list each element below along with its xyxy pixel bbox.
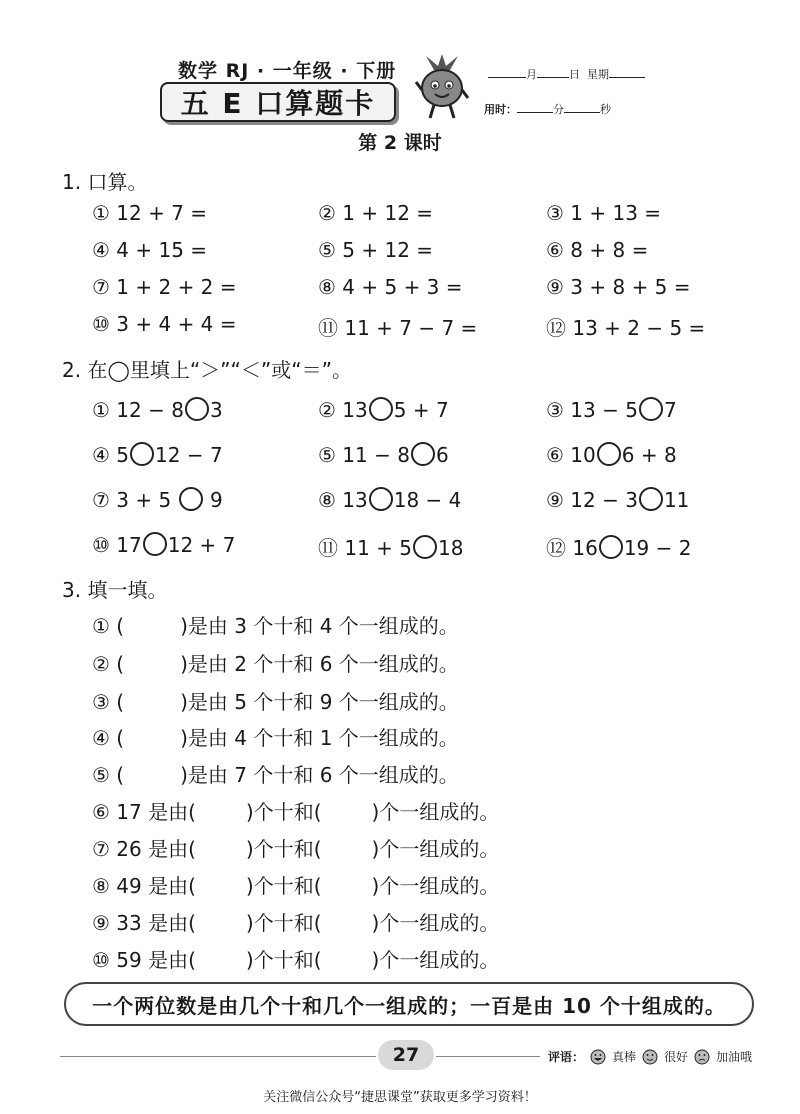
fill-item: ⑨ 33 是由( )个十和( )个一组成的。 — [92, 911, 500, 935]
compare-item: ⑪ 11 + 5 18 — [318, 536, 464, 560]
calc-item[interactable]: ⑪ 11 + 7 − 7 = — [318, 316, 478, 340]
calc-item[interactable]: ⑧ 4 + 5 + 3 = — [318, 275, 463, 299]
compare-circle[interactable] — [413, 535, 437, 559]
compare-circle[interactable] — [599, 535, 623, 559]
compare-item: ⑩ 17 12 + 7 — [92, 533, 236, 557]
compare-item: ⑦ 3 + 5 9 — [92, 488, 223, 512]
great-face-icon[interactable] — [590, 1049, 606, 1065]
rating-good: 很好 — [664, 1050, 689, 1064]
calc-item[interactable]: ③ 1 + 13 = — [546, 201, 662, 225]
compare-row — [0, 442, 800, 474]
compare-circle[interactable] — [369, 487, 393, 511]
good-face-icon[interactable] — [642, 1049, 658, 1065]
compare-circle[interactable] — [143, 532, 167, 556]
section1-heading: 1. 口算。 — [62, 170, 148, 194]
compare-item: ③ 13 − 5 7 — [546, 398, 677, 422]
compare-item: ② 13 5 + 7 — [318, 398, 449, 422]
calc-item[interactable]: ⑤ 5 + 12 = — [318, 238, 434, 262]
fill-item: ④ ( )是由 4 个十和 1 个一组成的。 — [92, 726, 459, 750]
calc-item[interactable]: ⑩ 3 + 4 + 4 = — [92, 312, 237, 336]
compare-circle[interactable] — [130, 442, 154, 466]
lesson-title: 第 2 课时 — [358, 132, 442, 154]
footer-divider — [60, 1056, 376, 1057]
section2-heading: 2. 在◯里填上“＞”“＜”或“＝”。 — [62, 358, 352, 382]
keep-going-face-icon[interactable] — [694, 1049, 710, 1065]
compare-circle[interactable] — [369, 397, 393, 421]
fill-item: ② ( )是由 2 个十和 6 个一组成的。 — [92, 652, 459, 676]
rating-label: 评语： — [548, 1050, 585, 1064]
compare-item: ⑤ 11 − 8 6 — [318, 443, 449, 467]
section3-heading: 3. 填一填。 — [62, 578, 168, 602]
week-label: 星期 — [587, 68, 609, 81]
calc-item[interactable]: ⑨ 3 + 8 + 5 = — [546, 275, 691, 299]
calc-item[interactable]: ⑥ 8 + 8 = — [546, 238, 649, 262]
calc-item[interactable]: ④ 4 + 15 = — [92, 238, 208, 262]
time-label: 用时： — [484, 103, 517, 116]
date-field[interactable] — [488, 66, 645, 82]
calc-item[interactable]: ② 1 + 12 = — [318, 201, 434, 225]
fill-item: ⑦ 26 是由( )个十和( )个一组成的。 — [92, 837, 500, 861]
subject-line: 数学 RJ · 一年级 · 下册 — [178, 60, 397, 82]
calc-item[interactable]: ⑦ 1 + 2 + 2 = — [92, 275, 237, 299]
compare-item: ⑫ 16 19 − 2 — [546, 536, 692, 560]
fill-item: ⑤ ( )是由 7 个十和 6 个一组成的。 — [92, 763, 459, 787]
fill-item: ⑧ 49 是由( )个十和( )个一组成的。 — [92, 874, 500, 898]
calc-row — [0, 275, 800, 307]
compare-circle[interactable] — [411, 442, 435, 466]
compare-row — [0, 487, 800, 519]
page-number: 27 — [378, 1040, 434, 1070]
fill-item: ③ ( )是由 5 个十和 9 个一组成的。 — [92, 690, 459, 714]
fill-item: ① ( )是由 3 个十和 4 个一组成的。 — [92, 614, 459, 638]
month-label: 月 — [526, 68, 537, 81]
calc-row — [0, 201, 800, 233]
second-label: 秒 — [600, 103, 611, 116]
compare-item: ① 12 − 8 3 — [92, 398, 223, 422]
rating-bar — [548, 1048, 752, 1065]
compare-item: ⑨ 12 − 3 11 — [546, 488, 690, 512]
rating-keep-going: 加油哦 — [716, 1050, 753, 1064]
compare-row — [0, 397, 800, 429]
compare-circle[interactable] — [639, 487, 663, 511]
rating-great: 真棒 — [612, 1050, 637, 1064]
compare-item: ④ 5 12 − 7 — [92, 443, 223, 467]
footer-divider — [436, 1056, 540, 1057]
compare-circle[interactable] — [179, 487, 203, 511]
calc-row — [0, 312, 800, 344]
summary-box: 一个两位数是由几个十和几个一组成的；一百是由 10 个十组成的。 — [64, 982, 754, 1026]
footer-note: 关注微信公众号“捷思课堂”获取更多学习资料！ — [263, 1090, 537, 1105]
calc-item[interactable]: ⑫ 13 + 2 − 5 = — [546, 316, 706, 340]
calc-row — [0, 238, 800, 270]
compare-item: ⑥ 10 6 + 8 — [546, 443, 677, 467]
calc-item[interactable]: ① 12 + 7 = — [92, 201, 208, 225]
fill-item: ⑩ 59 是由( )个十和( )个一组成的。 — [92, 948, 500, 972]
compare-circle[interactable] — [185, 397, 209, 421]
time-field[interactable] — [484, 101, 611, 117]
compare-item: ⑧ 13 18 − 4 — [318, 488, 462, 512]
radish-mascot-icon — [412, 52, 472, 122]
compare-circle[interactable] — [639, 397, 663, 421]
fill-item: ⑥ 17 是由( )个十和( )个一组成的。 — [92, 800, 500, 824]
day-label: 日 — [569, 68, 580, 81]
minute-label: 分 — [553, 103, 564, 116]
card-title: 五 E 口算题卡 — [160, 82, 396, 122]
compare-row — [0, 532, 800, 564]
compare-circle[interactable] — [597, 442, 621, 466]
